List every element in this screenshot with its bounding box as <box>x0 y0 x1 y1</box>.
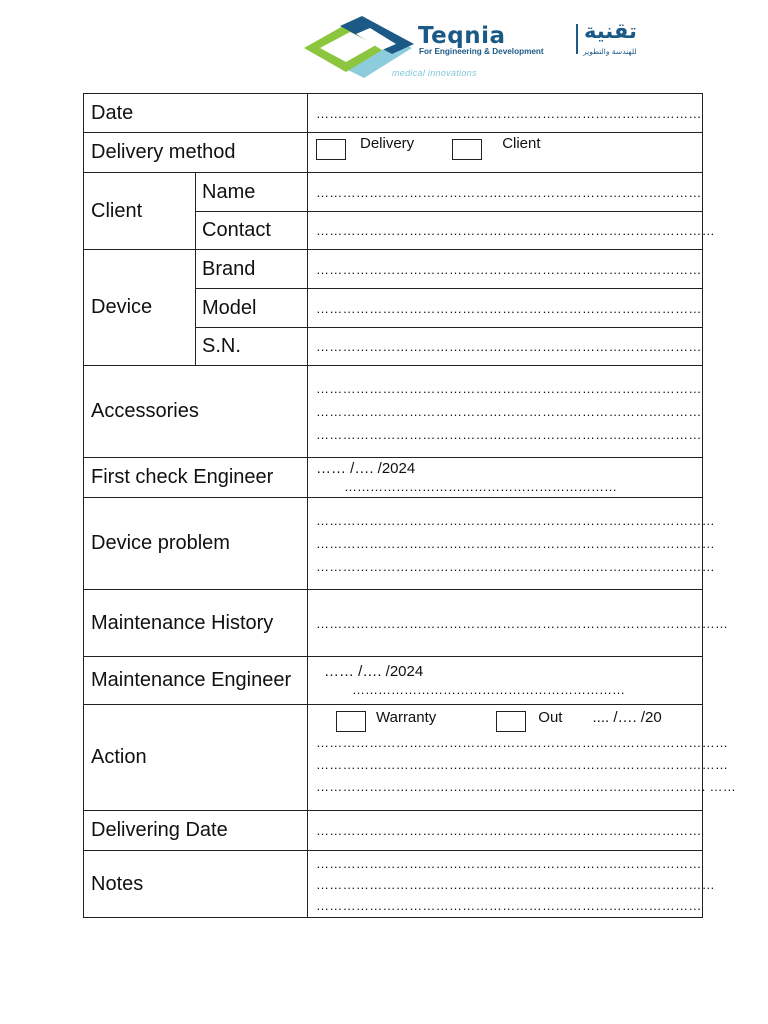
row-date <box>84 94 703 133</box>
client-contact-label: Contact <box>196 212 308 250</box>
logo-name: Teqnia <box>418 23 506 49</box>
maintenance-history-label: Maintenance History <box>84 590 308 657</box>
device-model-field[interactable]: …………………………………………………………………………… <box>308 289 703 328</box>
row-first-check-engineer <box>84 458 703 498</box>
date-label: Date <box>84 94 308 133</box>
maintenance-engineer-name: ……………………………………………………… <box>352 681 625 697</box>
device-problem-label: Device problem <box>84 498 308 590</box>
first-check-engineer-label: First check Engineer <box>84 458 308 498</box>
row-notes <box>84 851 703 918</box>
first-check-engineer-name: ……………………………………………………… <box>344 478 617 494</box>
device-brand-label: Brand <box>196 250 308 289</box>
service-form-table <box>83 93 737 918</box>
accessories-field[interactable]: …………………………………………………………………………… …………………………………………………………………………… …………………………………………………………………………… <box>308 366 703 458</box>
device-sn-label: S.N. <box>196 328 308 366</box>
device-problem-field[interactable]: ……………………………………………………………………………… ……………………………………………………………………………… ……………………………………………………………………………… <box>308 498 703 590</box>
maintenance-engineer-label: Maintenance Engineer <box>84 657 308 705</box>
first-check-engineer-field[interactable] <box>308 458 703 498</box>
device-model-label: Model <box>196 289 308 328</box>
maintenance-history-field[interactable]: ………………………………………………………………………………… <box>308 590 703 657</box>
logo-subtitle: For Engineering & Development <box>419 47 544 56</box>
company-logo <box>300 14 680 86</box>
out-date: .... /…. /20 <box>592 709 662 726</box>
logo-separator <box>576 24 578 54</box>
delivery-checkbox[interactable] <box>316 139 346 160</box>
action-line-2[interactable]: ………………………………………………………………………………… <box>316 757 729 772</box>
row-maintenance-history <box>84 590 703 657</box>
out-checkbox[interactable] <box>496 711 526 732</box>
warranty-option-label: Warranty <box>376 709 437 726</box>
row-maintenance-engineer <box>84 657 703 705</box>
device-brand-field[interactable]: …………………………………………………………………………… <box>308 250 703 289</box>
row-device-brand <box>84 250 703 289</box>
device-label: Device <box>84 250 196 366</box>
row-delivering-date <box>84 811 703 851</box>
maintenance-date: …… /…. /2024 <box>324 662 424 680</box>
row-action <box>84 705 703 811</box>
row-accessories <box>84 366 703 458</box>
client-name-label: Name <box>196 173 308 212</box>
delivering-date-field[interactable]: …………………………………………………………………………… <box>308 811 703 851</box>
action-label: Action <box>84 705 308 811</box>
action-line-1[interactable]: ………………………………………………………………………………… <box>316 735 729 750</box>
delivery-method-label: Delivery method <box>84 133 308 173</box>
device-sn-field[interactable]: …………………………………………………………………………… <box>308 328 703 366</box>
row-client-name <box>84 173 703 212</box>
accessories-label: Accessories <box>84 366 308 458</box>
logo-tagline: medical innovations <box>392 68 477 78</box>
client-name-field[interactable]: …………………………………………………………………………… <box>308 173 703 212</box>
client-contact-field[interactable]: ……………………………………………………………………………… <box>308 212 703 250</box>
delivery-method-options <box>308 133 703 173</box>
first-check-date: …… /…. /2024 <box>316 459 416 477</box>
logo-arabic-name: تقنية <box>584 19 637 43</box>
date-field[interactable]: …………………………………………………………………………… <box>308 94 703 133</box>
delivering-date-label: Delivering Date <box>84 811 308 851</box>
client-checkbox[interactable] <box>452 139 482 160</box>
row-device-problem <box>84 498 703 590</box>
notes-field[interactable]: …………………………………………………………………………… ……………………………………………………………………………… …………………………………………………………………………… <box>308 851 703 918</box>
action-line-3[interactable]: ……………………………………………………………………………. …… <box>316 779 737 794</box>
notes-label: Notes <box>84 851 308 918</box>
delivery-option-label: Delivery <box>360 135 415 152</box>
action-field <box>308 705 737 811</box>
logo-arabic-subtitle: للهندسة والتطوير <box>583 47 637 56</box>
out-option-label: Out <box>538 709 563 726</box>
client-option-label: Client <box>502 135 541 152</box>
row-delivery-method <box>84 133 703 173</box>
warranty-checkbox[interactable] <box>336 711 366 732</box>
maintenance-engineer-field[interactable] <box>308 657 703 705</box>
client-label: Client <box>84 173 196 250</box>
